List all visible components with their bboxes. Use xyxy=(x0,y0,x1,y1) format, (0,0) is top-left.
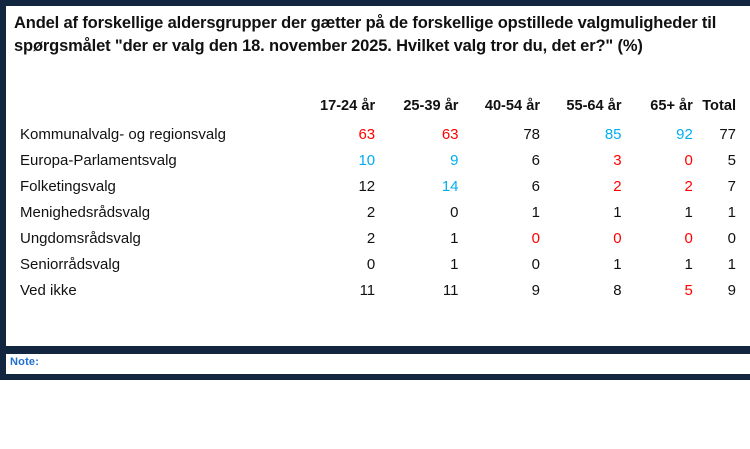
table-row xyxy=(14,199,736,225)
table-row xyxy=(14,173,736,199)
page-title: Andel af forskellige aldersgrupper der gætter på de forskellige opstillede valgmuligheder til spørgsmålet "der er valg den 18. november 2025. Hvilket valg tror du, det er?" (%) xyxy=(14,14,717,56)
cell-value: 1 xyxy=(727,255,736,273)
table-row xyxy=(14,277,736,303)
cell-value: 0 xyxy=(613,229,622,247)
cell-value: 9 xyxy=(727,281,736,299)
cell-value: 0 xyxy=(727,229,736,247)
cell-value: 78 xyxy=(523,125,541,143)
cell-value: 1 xyxy=(684,203,693,221)
column-header-17-24: 17-24 år xyxy=(319,98,376,114)
column-header-total: Total xyxy=(702,98,736,114)
row-label: Menighedsrådsvalg xyxy=(20,203,151,221)
column-header-65plus: 65+ år xyxy=(650,98,693,114)
frame-bottom-border-secondary xyxy=(0,374,750,380)
cell-value: 2 xyxy=(684,177,693,195)
cell-value: 85 xyxy=(604,125,622,143)
cell-value: 9 xyxy=(531,281,541,299)
cell-value: 0 xyxy=(531,255,541,273)
cell-value: 2 xyxy=(366,203,376,221)
results-table xyxy=(14,98,736,303)
cell-value: 0 xyxy=(366,255,376,273)
row-label: Ungdomsrådsvalg xyxy=(20,229,141,247)
cell-value: 14 xyxy=(441,177,459,195)
cell-value: 0 xyxy=(450,203,459,221)
cell-value: 1 xyxy=(613,255,622,273)
row-label: Folketingsvalg xyxy=(20,177,116,195)
table-row xyxy=(14,251,736,277)
table-row xyxy=(14,225,736,251)
column-header-40-54: 40-54 år xyxy=(484,98,541,114)
cell-value: 63 xyxy=(441,125,459,143)
frame-bottom-border xyxy=(0,346,750,354)
cell-value: 5 xyxy=(727,151,736,169)
row-label: Europa-Parlamentsvalg xyxy=(20,151,177,169)
cell-value: 1 xyxy=(727,203,736,221)
table-row xyxy=(14,147,736,173)
cell-value: 1 xyxy=(450,255,459,273)
cell-value: 9 xyxy=(450,151,459,169)
cell-value: 2 xyxy=(366,229,376,247)
cell-value: 7 xyxy=(727,177,736,195)
cell-value: 11 xyxy=(359,281,376,299)
cell-value: 1 xyxy=(531,203,541,221)
cell-value: 11 xyxy=(442,281,459,299)
frame-top-border xyxy=(0,0,750,6)
cell-value: 1 xyxy=(613,203,622,221)
cell-value: 77 xyxy=(719,125,736,143)
cell-value: 12 xyxy=(358,177,376,195)
column-header-25-39: 25-39 år xyxy=(403,98,459,114)
frame-left-border xyxy=(0,0,6,380)
column-header-category xyxy=(14,98,294,121)
cell-value: 0 xyxy=(684,151,693,169)
cell-value: 2 xyxy=(613,177,622,195)
cell-value: 1 xyxy=(450,229,459,247)
table-row xyxy=(14,121,736,147)
row-label: Kommunalvalg- og regionsvalg xyxy=(20,125,226,143)
cell-value: 10 xyxy=(358,151,376,169)
cell-value: 3 xyxy=(613,151,622,169)
cell-value: 0 xyxy=(531,229,541,247)
cell-value: 6 xyxy=(531,177,541,195)
cell-value: 63 xyxy=(358,125,376,143)
cell-value: 92 xyxy=(676,125,693,143)
cell-value: 6 xyxy=(531,151,541,169)
cell-value: 8 xyxy=(613,281,622,299)
table-header-row xyxy=(14,98,736,121)
cell-value: 0 xyxy=(684,229,693,247)
table-body xyxy=(14,121,736,303)
cell-value: 5 xyxy=(684,281,693,299)
row-label: Ved ikke xyxy=(20,281,77,299)
note-label: Note: xyxy=(10,356,40,368)
cell-value: 1 xyxy=(684,255,693,273)
column-header-55-64: 55-64 år xyxy=(566,98,622,114)
row-label: Seniorrådsvalg xyxy=(20,255,121,273)
